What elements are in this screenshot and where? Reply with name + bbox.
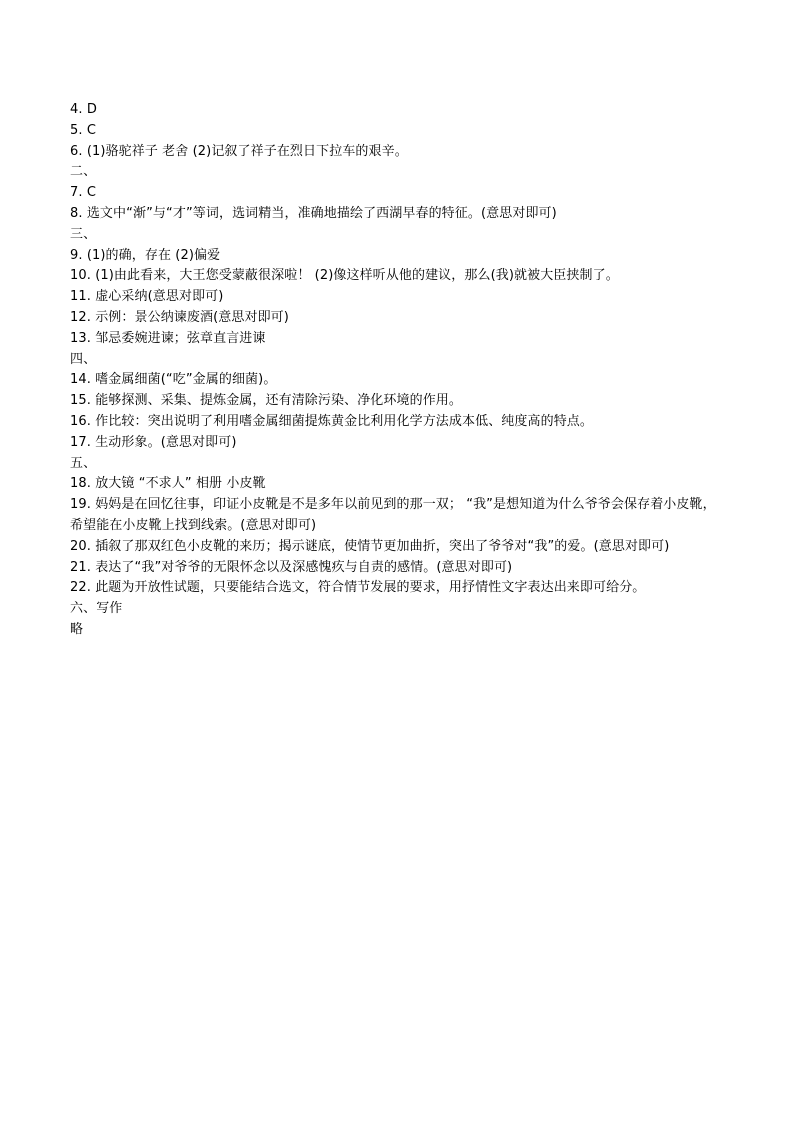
- answer-line-19: 19. 妈妈是在回忆往事，印证小皮靴是不是多年以前见到的那一双； “我”是想知道为什么爷爷会保存着小皮靴，希望能在小皮靴上找到线索。(意思对即可): [70, 497, 716, 533]
- answer-line-21: 21. 表达了“我”对爷爷的无限怀念以及深感愧疚与自责的感情。(意思对即可): [70, 559, 513, 575]
- answer-line-8: 8. 选文中“渐”与“才”等词，选词精当，准确地描绘了西湖早春的特征。(意思对即可): [70, 205, 557, 221]
- answer-line-4: 4. D: [70, 102, 97, 117]
- section-heading-4: 四、: [70, 351, 97, 367]
- answer-line-9: 9. (1)的确，存在 (2)偏爱: [70, 247, 221, 263]
- section-heading-2: 二、: [70, 164, 97, 180]
- answer-line-13: 13. 邹忌委婉进谏；弦章直言进谏: [70, 330, 266, 346]
- writing-answer-omitted: 略: [70, 621, 84, 637]
- answer-line-11: 11. 虚心采纳(意思对即可): [70, 289, 224, 305]
- answer-line-16: 16. 作比较：突出说明了利用嗜金属细菌提炼黄金比利用化学方法成本低、纯度高的特点。: [70, 413, 594, 429]
- section-heading-3: 三、: [70, 226, 97, 242]
- answer-line-12: 12. 示例：景公纳谏废酒(意思对即可): [70, 309, 289, 325]
- answer-line-22: 22. 此题为开放性试题，只要能结合选文，符合情节发展的要求，用抒情性文字表达出来即可给分。: [70, 580, 646, 596]
- answer-line-7: 7. C: [70, 185, 97, 201]
- answer-line-15: 15. 能够探测、采集、提炼金属，还有清除污染、净化环境的作用。: [70, 393, 463, 409]
- section-heading-6-writing: 六、写作: [70, 601, 123, 617]
- answer-line-5: 5. C: [70, 122, 97, 138]
- answer-line-18: 18. 放大镜 “不求人” 相册 小皮靴: [70, 476, 266, 492]
- answer-list: [70, 100, 720, 641]
- section-heading-5: 五、: [70, 455, 97, 471]
- answer-line-17: 17. 生动形象。(意思对即可): [70, 434, 237, 450]
- answer-line-10: 10. (1)由此看来，大王您受蒙蔽很深啦！ (2)像这样听从他的建议，那么(我)就被大臣挟制了。: [70, 268, 619, 284]
- answer-line-20: 20. 插叙了那双红色小皮靴的来历；揭示谜底，使情节更加曲折，突出了爷爷对“我”的爱。(意思对即可): [70, 538, 670, 554]
- answer-line-6: 6. (1)骆驼祥子 老舍 (2)记叙了祥子在烈日下拉车的艰辛。: [70, 143, 408, 159]
- answer-line-14: 14. 嗜金属细菌(“吃”金属的细菌)。: [70, 372, 277, 388]
